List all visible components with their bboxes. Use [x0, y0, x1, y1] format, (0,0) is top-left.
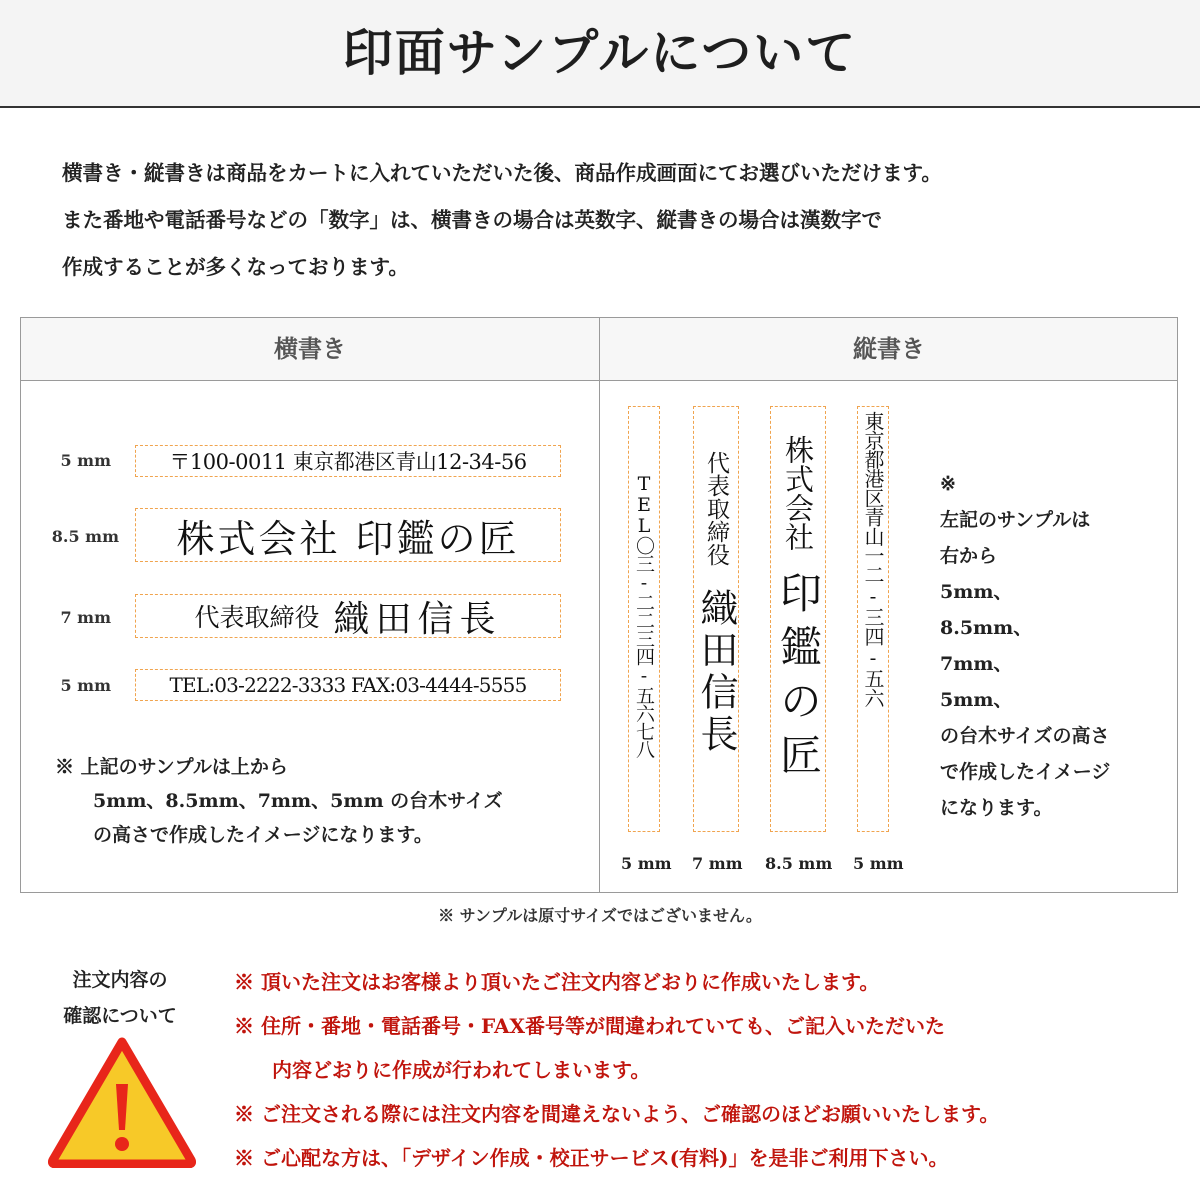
sample-company-name-text: 印鑑の匠 [774, 571, 823, 787]
horizontal-note-line: ※ 上記のサンプルは上から [55, 756, 288, 778]
size-label: 5 mm [60, 676, 111, 695]
horizontal-note-line: の高さで作成したイメージになります。 [93, 824, 433, 846]
confirm-title [40, 962, 200, 1034]
size-label: 7 mm [60, 608, 111, 627]
warning-item: ※ 住所・番地・電話番号・FAX番号等が間違われていても、ご記入いただいた [234, 1014, 946, 1038]
sample-company-vertical [770, 406, 826, 832]
sample-address-horizontal: 〒100-0011 東京都港区青山12-34-56 [135, 445, 561, 477]
sample-title-text: 代表取締役 [194, 603, 320, 632]
vertical-note-line: になります。 [940, 797, 1053, 819]
vertical-note-line: 5mm、 [940, 581, 1013, 603]
confirm-title-line: 注文内容の [72, 969, 168, 991]
warning-item: ※ 頂いた注文はお客様より頂いたご注文内容どおりに作成いたします。 [234, 970, 880, 994]
sample-company-type-text: 株式会社 [781, 435, 815, 551]
sample-name-horizontal [135, 594, 561, 638]
vertical-note-line: 8.5mm、 [940, 617, 1033, 639]
warning-item: ※ ご心配な方は、「デザイン作成・校正サービス(有料)」を是非ご利用下さい。 [234, 1146, 949, 1170]
vertical-note-line: ※ [940, 473, 956, 495]
size-label: 5 mm [853, 854, 904, 873]
horizontal-note-line: 5mm、8.5mm、7mm、5mm の台木サイズ [93, 790, 503, 812]
size-label: 8.5 mm [765, 854, 833, 873]
sample-company-horizontal: 株式会社 印鑑の匠 [135, 508, 561, 562]
vertical-note [940, 466, 1110, 826]
intro-line: 横書き・縦書きは商品をカートに入れていただいた後、商品作成画面にてお選びいただけます。 [62, 161, 942, 185]
page-title: 印面サンプルについて [342, 23, 858, 82]
sample-address-vertical [857, 406, 889, 832]
size-label: 5 mm [60, 451, 111, 470]
sample-name-vertical-text: 織田信長 [694, 588, 738, 756]
warning-triangle-icon [48, 1036, 196, 1172]
column-divider [599, 318, 600, 892]
intro-line: また番地や電話番号などの「数字」は、横書きの場合は英数字、縦書きの場合は漢数字で [62, 208, 882, 232]
scale-footnote: ※ サンプルは原寸サイズではございません。 [438, 906, 762, 925]
sample-phone-vertical [628, 406, 660, 832]
sample-phone-horizontal: TEL:03-2222-3333 FAX:03-4444-5555 [135, 669, 561, 701]
intro-line: 作成することが多くなっております。 [62, 255, 409, 279]
size-label: 8.5 mm [51, 527, 119, 546]
page-header [0, 0, 1200, 108]
sample-title-vertical-text: 代表取締役 [703, 451, 729, 566]
vertical-header: 縦書き [853, 334, 925, 363]
intro-text [62, 150, 1172, 291]
horizontal-header: 横書き [274, 334, 346, 363]
sample-phone-vertical-text: TEL〇三-二二三四-五六七八 [633, 473, 655, 758]
vertical-note-line: 左記のサンプルは [940, 509, 1091, 531]
warning-item: 内容どおりに作成が行われてしまいます。 [272, 1058, 651, 1082]
vertical-note-line: 7mm、 [940, 653, 1013, 675]
warning-list [234, 960, 999, 1180]
vertical-note-line: の台木サイズの高さ [940, 725, 1110, 747]
vertical-note-line: 右から [940, 545, 998, 567]
sample-name-text: 織田信長 [333, 598, 502, 640]
size-label: 7 mm [692, 854, 743, 873]
warning-item: ※ ご注文される際には注文内容を間違えないよう、ご確認のほどお願いいたします。 [234, 1102, 1000, 1126]
vertical-note-line: 5mm、 [940, 689, 1013, 711]
size-label: 5 mm [621, 854, 672, 873]
sample-name-vertical [693, 406, 739, 832]
vertical-note-line: で作成したイメージ [940, 761, 1111, 783]
sample-address-vertical-text: 東京都港区青山一二-三四-五六 [861, 411, 885, 708]
confirm-title-line: 確認について [63, 1005, 177, 1027]
